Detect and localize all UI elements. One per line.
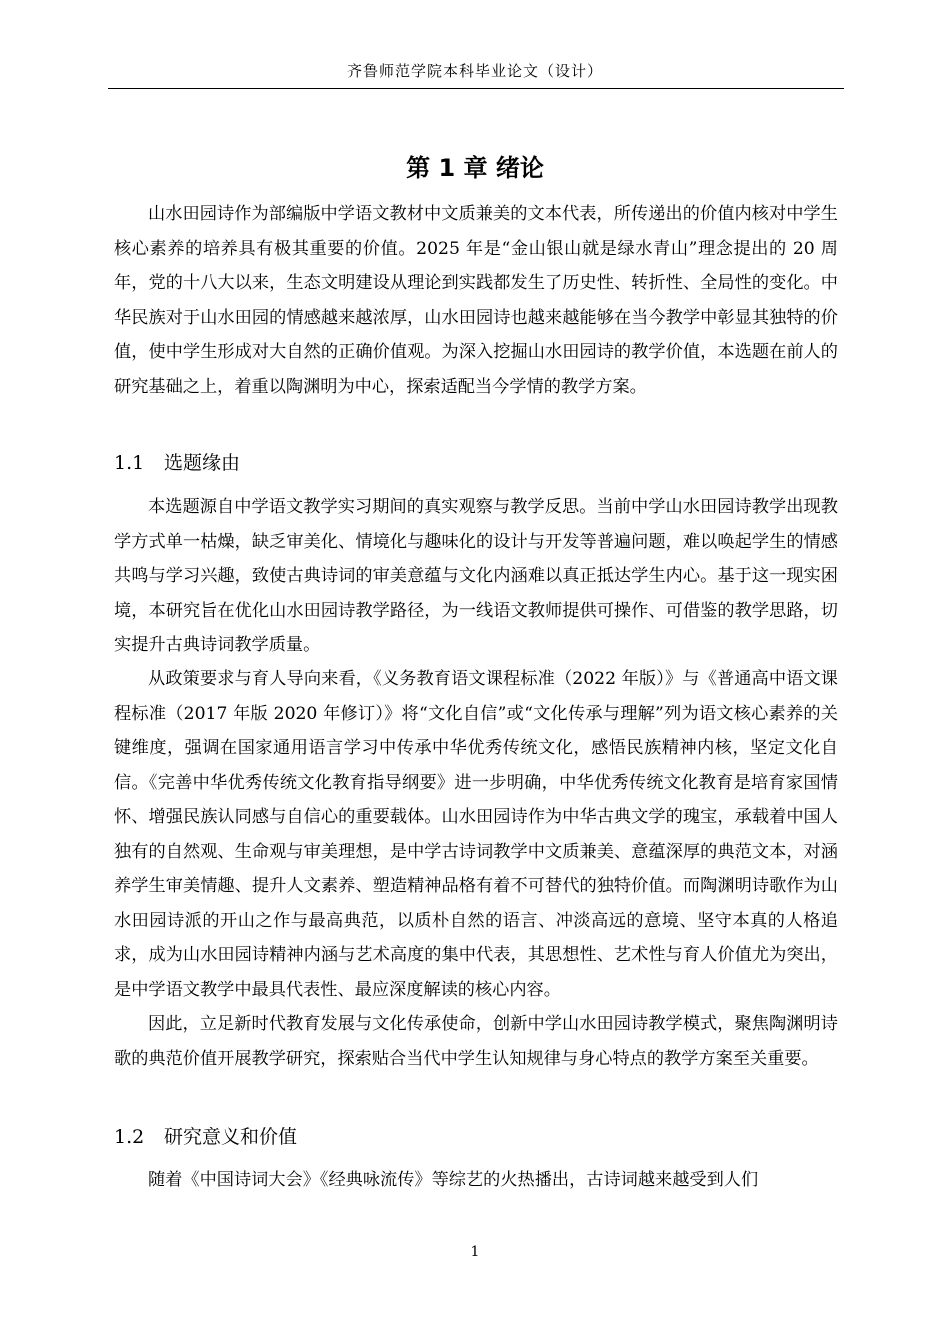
- section-number: 1.2: [114, 1126, 145, 1148]
- header-divider: [108, 88, 844, 89]
- section-heading-1-2: [114, 1122, 297, 1149]
- section1-paragraph-2: 从政策要求与育人导向来看，《义务教育语文课程标准（2022 年版）》与《普通高中语文课程标准（2017 年版 2020 年修订）》将“文化自信”或“文化传承与理解”列为语文核心素养的关键维度，强调在国家通用语言学习中传承中华优秀传统文化，感悟民族精神内核，坚定文化自信。《完善中华优秀传统文化教育指导纲要》进一步明确，中华优秀传统文化教育是培育家国情怀、增强民族认同感与自信心的重要载体。山水田园诗作为中华古典文学的瑰宝，承载着中国人独有的自然观、生命观与审美理想，是中学古诗词教学中文质兼美、意蕴深厚的典范文本，对涵养学生审美情趣、提升人文素养、塑造精神品格有着不可替代的独特价值。而陶渊明诗歌作为山水田园诗派的开山之作与最高典范，以质朴自然的语言、冲淡高远的意境、坚守本真的人格追求，成为山水田园诗精神内涵与艺术高度的集中代表，其思想性、艺术性与育人价值尤为突出，是中学语文教学中最具代表性、最应深度解读的核心内容。: [114, 669, 838, 1000]
- section-heading-1-1: [114, 448, 240, 475]
- page-number: 1: [470, 1244, 480, 1260]
- section1-paragraph-1: 本选题源自中学语文教学实习期间的真实观察与教学反思。当前中学山水田园诗教学出现教学方式单一枯燥，缺乏审美化、情境化与趣味化的设计与开发等普遍问题，难以唤起学生的情感共鸣与学习兴趣，致使古典诗词的审美意蕴与文化内涵难以真正抵达学生内心。基于这一现实困境，本研究旨在优化山水田园诗教学路径，为一线语文教师提供可操作、可借鉴的教学思路，切实提升古典诗词教学质量。: [114, 497, 838, 655]
- chapter-title: 第 1 章 绪论: [406, 154, 544, 182]
- intro-paragraph: 山水田园诗作为部编版中学语文教材中文质兼美的文本代表，所传递出的价值内核对中学生核心素养的培养具有极其重要的价值。2025 年是“金山银山就是绿水青山”理念提出的 20 周年，党的十八大以来，生态文明建设从理论到实践都发生了历史性、转折性、全局性的变化。中华民族对于山水田园的情感越来越浓厚，山水田园诗也越来越能够在当今教学中彰显其独特的价值，使中学生形成对大自然的正确价值观。为深入挖掘山水田园诗的教学价值，本选题在前人的研究基础之上，着重以陶渊明为中心，探索适配当今学情的教学方案。: [114, 204, 838, 397]
- section-title: 选题缘由: [164, 452, 241, 474]
- running-header: 齐鲁师范学院本科毕业论文（设计）: [346, 62, 603, 80]
- section-title: 研究意义和价值: [164, 1126, 298, 1148]
- section1-paragraph-3: 因此，立足新时代教育发展与文化传承使命，创新中学山水田园诗教学模式，聚焦陶渊明诗歌的典范价值开展教学研究，探索贴合当代中学生认知规律与身心特点的教学方案至关重要。: [114, 1014, 838, 1069]
- section-number: 1.1: [114, 452, 145, 474]
- section2-paragraph-1: 随着《中国诗词大会》《经典咏流传》等综艺的火热播出，古诗词越来越受到人们: [148, 1170, 759, 1190]
